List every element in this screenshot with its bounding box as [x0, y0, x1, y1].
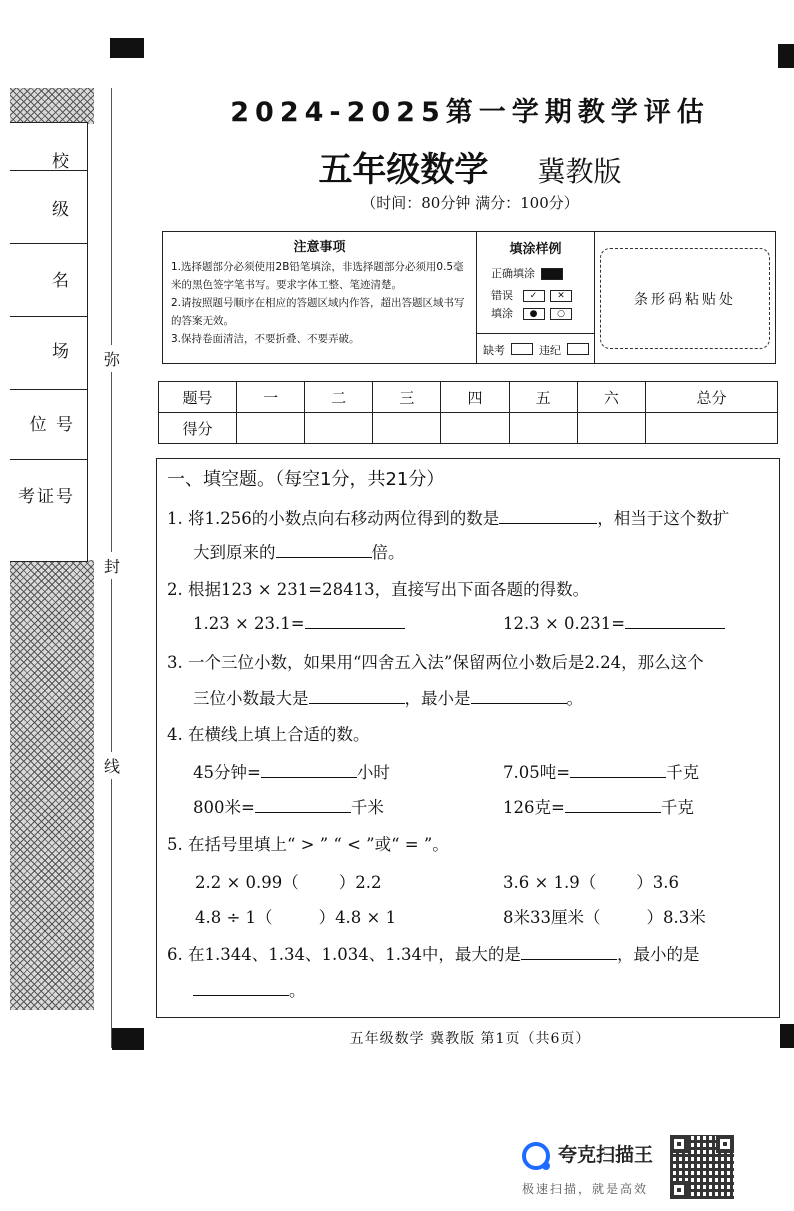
question-text: 千克 [660, 798, 694, 817]
question-4c [193, 794, 384, 818]
violation-label: 违纪 [539, 344, 561, 357]
answer-blank[interactable] [625, 615, 725, 629]
seal-char-mi: 弥 [104, 345, 120, 372]
time-info: （时间：80分钟 满分：100分） [361, 194, 579, 212]
question-5a [195, 869, 382, 893]
info-label: 级 [52, 200, 71, 220]
answer-blank[interactable] [309, 690, 405, 704]
answer-blank[interactable] [570, 764, 666, 778]
score-cell[interactable] [305, 413, 373, 444]
question-text: ，最小的是 [616, 945, 700, 964]
cross-mark-box-icon: ✕ [550, 290, 572, 302]
question-text: 千米 [350, 798, 384, 817]
qr-finder-icon [670, 1135, 688, 1153]
question-text: 45分钟= [193, 763, 261, 782]
exam-title: 2024-2025第一学期教学评估 [230, 97, 710, 128]
question-text: ）3.6 [636, 873, 680, 892]
question-text: 800米= [193, 798, 255, 817]
question-4a [193, 759, 390, 783]
fill-sample-wrong-2 [491, 305, 572, 321]
question-text: 12.3 × 0.231= [503, 614, 626, 633]
answer-blank[interactable] [193, 982, 289, 996]
question-5b [503, 869, 679, 893]
hatch-pattern-top [10, 88, 94, 124]
hatch-pattern-bottom [10, 560, 94, 1010]
question-2b [503, 614, 725, 633]
info-field-exam-room[interactable] [10, 317, 87, 390]
question-text: ）4.8 × 1 [318, 908, 397, 927]
question-text: 大到原来的 [193, 543, 276, 562]
question-text: ，相当于这个数扩 [597, 509, 730, 528]
absent-violation-row [477, 333, 594, 363]
answer-blank[interactable] [276, 544, 372, 558]
score-cell[interactable] [645, 413, 777, 444]
question-text: 倍。 [371, 543, 405, 562]
question-4b [503, 759, 699, 783]
info-field-name[interactable] [10, 244, 87, 317]
check-mark-box-icon: ✓ [523, 290, 545, 302]
section-fill-in-blanks [156, 458, 780, 1018]
table-cell: 四 [441, 382, 509, 413]
registration-mark-top-left [110, 38, 144, 58]
info-label: 位 号 [29, 415, 75, 435]
info-label: 场 [52, 342, 71, 362]
question-text: 。 [289, 981, 306, 1000]
question-6-line-1 [167, 941, 699, 965]
qr-finder-icon [670, 1181, 688, 1199]
registration-mark-top-right [778, 44, 794, 68]
question-text: 8米33厘米（ [503, 908, 601, 927]
exam-subtitle [160, 142, 780, 191]
question-1-line-2 [193, 539, 405, 563]
table-cell: 一 [237, 382, 305, 413]
watermark-brand: 夸克扫描王 [558, 1144, 654, 1166]
absent-checkbox[interactable] [511, 343, 533, 355]
subject-title: 五年级数学 [318, 150, 489, 190]
fill-sample-wrong [491, 287, 572, 303]
answer-blank[interactable] [305, 615, 405, 629]
barcode-column [595, 232, 775, 363]
question-text: 1.23 × 23.1= [193, 614, 305, 633]
question-text: 。 [566, 689, 583, 708]
answer-blank[interactable] [261, 764, 357, 778]
question-text: 千克 [666, 763, 700, 782]
notice-item: 1.选择题部分必须使用2B铅笔填涂，非选择题部分必须用0.5毫米的黑色签字笔书写。要求字体工整、笔迹清楚。 [171, 261, 464, 291]
question-3-line-1: 3. 一个三位小数，如果用“四舍五入法”保留两位小数后是2.24，那么这个 [167, 653, 704, 672]
score-cell[interactable] [441, 413, 509, 444]
seal-char-feng: 封 [104, 552, 120, 579]
question-text: ）2.2 [338, 873, 382, 892]
info-field-exam-id[interactable] [10, 460, 87, 561]
edition-label: 冀教版 [537, 155, 622, 188]
fill-sample-column [477, 232, 595, 363]
table-cell: 六 [577, 382, 645, 413]
question-3-line-2 [193, 685, 583, 709]
question-5c [195, 904, 396, 928]
question-text: 1. 将1.256的小数点向右移动两位得到的数是 [167, 509, 500, 528]
score-table-header-row [159, 382, 778, 413]
answer-blank[interactable] [499, 510, 597, 524]
score-table-score-row [159, 413, 778, 444]
table-cell: 三 [373, 382, 441, 413]
question-text: 2.2 × 0.99（ [195, 873, 299, 892]
barcode-area: 条形码粘贴处 [600, 248, 770, 349]
question-4d [503, 794, 694, 818]
question-5: 5. 在括号里填上“ > ” “ < ”或“ = ”。 [167, 835, 449, 854]
violation-checkbox[interactable] [567, 343, 589, 355]
info-field-school[interactable] [10, 123, 87, 171]
notice-box [162, 231, 776, 364]
registration-mark-bottom-right [780, 1024, 794, 1048]
qr-code-icon [670, 1135, 734, 1199]
registration-mark-bottom-left [112, 1028, 144, 1050]
question-text: ，最小是 [404, 689, 471, 708]
seal-char-xian: 线 [104, 752, 120, 779]
quark-scanner-logo-icon [522, 1142, 550, 1170]
question-2a [193, 614, 405, 633]
info-field-class[interactable] [10, 171, 87, 244]
table-cell: 总分 [645, 382, 777, 413]
table-cell: 五 [509, 382, 577, 413]
notice-item: 3.保持卷面清洁，不要折叠、不要弄破。 [171, 333, 360, 345]
section-title: 一、填空题。（每空1分，共21分） [167, 469, 445, 490]
fill-sample-correct [491, 265, 563, 281]
absent-label: 缺考 [483, 344, 505, 357]
score-cell[interactable] [509, 413, 577, 444]
score-cell[interactable] [237, 413, 305, 444]
answer-blank[interactable] [565, 799, 661, 813]
filled-box-icon [541, 268, 563, 280]
table-cell: 得分 [159, 413, 237, 444]
notice-column [163, 232, 477, 363]
table-cell: 二 [305, 382, 373, 413]
empty-dot-box-icon: ○ [550, 308, 572, 320]
answer-blank[interactable] [255, 799, 351, 813]
score-cell[interactable] [577, 413, 645, 444]
question-text: 7.05吨= [503, 763, 571, 782]
notice-title: 注意事项 [293, 240, 346, 255]
notice-item: 2.请按照题号顺序在相应的答题区域内作答，超出答题区域书写的答案无效。 [171, 297, 465, 327]
fill-sample-wrong-label-2: 填涂 [491, 307, 513, 320]
question-text: 6. 在1.344、1.34、1.034、1.34中，最大的是 [167, 945, 521, 964]
qr-finder-icon [716, 1135, 734, 1153]
question-6-line-2 [193, 977, 306, 1001]
question-text: 3.6 × 1.9（ [503, 873, 597, 892]
fill-sample-wrong-label: 错误 [491, 289, 513, 302]
question-5d [503, 904, 706, 928]
watermark-slogan: 极速扫描，就是高效 [522, 1182, 649, 1196]
info-label: 考证号 [18, 487, 75, 507]
info-label: 校 [52, 152, 71, 172]
fill-sample-title: 填涂样例 [509, 242, 562, 257]
info-label: 名 [52, 271, 71, 291]
score-table [158, 381, 778, 444]
question-text: 126克= [503, 798, 565, 817]
answer-blank[interactable] [521, 946, 617, 960]
info-field-seat-number[interactable] [10, 390, 87, 460]
question-2: 2. 根据123 × 231=28413，直接写出下面各题的得数。 [167, 580, 590, 599]
table-cell: 题号 [159, 382, 237, 413]
question-4: 4. 在横线上填上合适的数。 [167, 725, 370, 744]
student-info-box [10, 122, 88, 562]
answer-blank[interactable] [471, 690, 567, 704]
page-footer: 五年级数学 冀教版 第1页（共6页） [349, 1031, 591, 1047]
question-text: 4.8 ÷ 1（ [195, 908, 273, 927]
question-text: ）8.3米 [646, 908, 706, 927]
question-text: 三位小数最大是 [193, 689, 309, 708]
fill-sample-correct-label: 正确填涂 [491, 267, 535, 280]
filled-dot-box-icon: ● [523, 308, 545, 320]
score-cell[interactable] [373, 413, 441, 444]
question-1-line-1 [167, 505, 729, 529]
question-text: 小时 [356, 763, 390, 782]
